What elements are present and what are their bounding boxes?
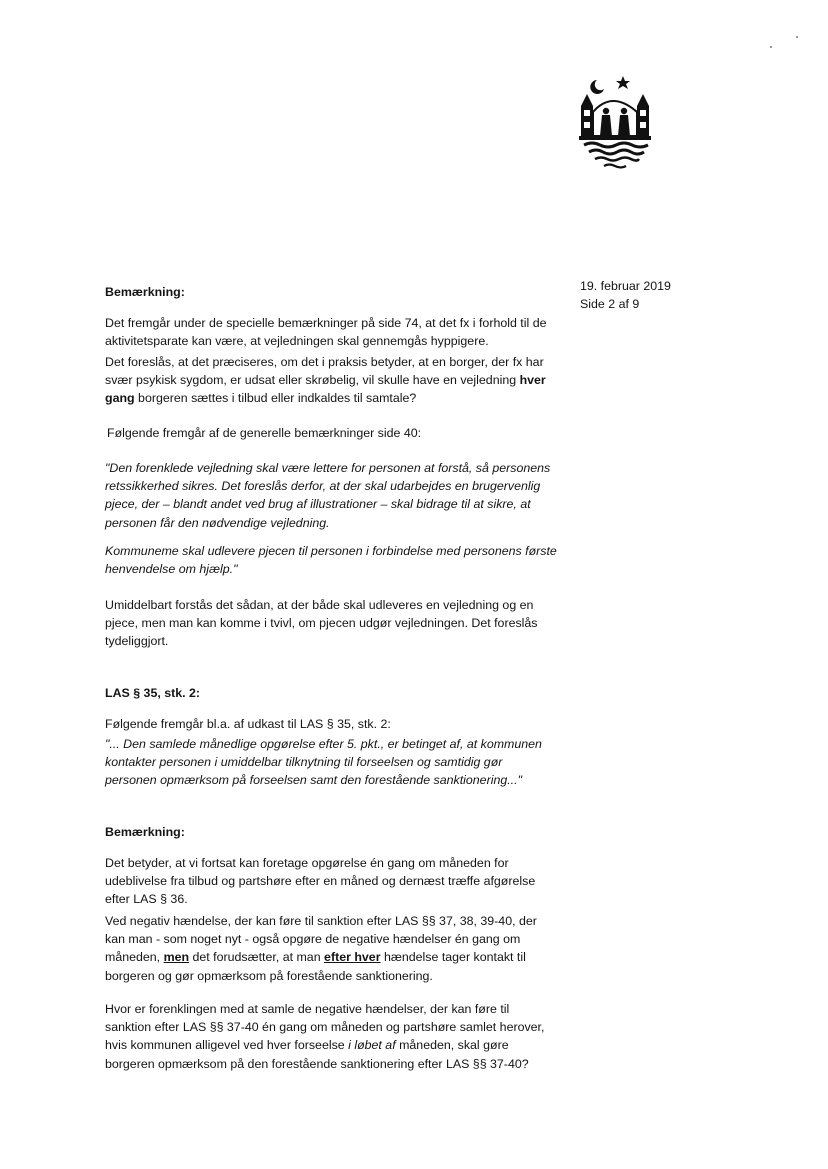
text-run: hændelse tager kontakt til borgeren og gør opmærksom på forestående sanktionering. [105, 950, 526, 983]
document-date: 19. februar 2019 [580, 279, 671, 293]
text-run: Det foreslås, at det præciseres, om det i praksis betyder, at en borger, der fx har svær psykisk sygdom, er udsat eller skrøbelig, vil skulle have en vejledning [105, 355, 544, 388]
italic-text: i løbet af [348, 1038, 396, 1053]
paragraph [105, 1000, 557, 1073]
section-remark-2 [105, 823, 557, 921]
scan-speck [796, 36, 798, 38]
text-run: måneden, skal gøre borgeren opmærksom på den forestående sanktionering efter LAS §§ 37-40? [105, 1038, 529, 1071]
quote: "Den forenklede vejledning skal være lettere for personen at forstå, så personens retssikkerhed sikres. Det foreslås derfor, at der skal udarbejdes en brugervenlig pjece, der – blandt andet ved brug af illustrationer – skal bidrage til at sikre, at personen får den nødvendige vejledning. [105, 461, 551, 530]
text-run: Hvor er forenklingen med at samle de negative hændelser, der kan føre til sanktion efter LAS §§ 37-40 én gang om måneden og partshøre samlet herover, hvis kommunen alligevel ved hver forseelse [105, 1002, 545, 1053]
paragraph: Følgende fremgår bl.a. af udkast til LAS § 35, stk. 2: [105, 716, 391, 731]
text-run: det forudsætter, at man [189, 950, 325, 965]
section-remark-1 [105, 283, 557, 362]
paragraph [105, 912, 557, 985]
paragraph: Umiddelbart forstås det sådan, at der både skal udleveres en vejledning og en pjece, men man kan komme i tvivl, om pjecen udgør vejledningen. Det foreslås tydeliggjort. [105, 598, 538, 649]
section-heading: LAS § 35, stk. 2: [105, 686, 201, 700]
emphasis-text: efter hver [324, 950, 381, 965]
paragraph: Det fremgår under de specielle bemærkninger på side 74, at det fx i forhold til de aktivitetsparate kan være, at vejledningen skal gennemgås hyppigere. [105, 315, 547, 348]
text-run: Ved negativ hændelse, der kan føre til sanktion efter LAS §§ 37, 38, 39-40, der kan man - som noget nyt - også opgøre de negative hændelser én gang om måneden, [105, 914, 537, 965]
text-run: borgeren sættes i tilbud eller indkaldes til samtale? [134, 391, 417, 406]
section-heading: Bemærkning: [105, 285, 185, 299]
aarhus-city-seal-icon [572, 72, 658, 172]
bold-text: hver gang [105, 373, 546, 406]
document-meta [580, 277, 671, 313]
scan-speck [770, 46, 772, 48]
paragraph: Følgende fremgår af de generelle bemærkninger side 40: [107, 426, 422, 440]
paragraph [105, 353, 557, 408]
quote: "... Den samlede månedlige opgørelse efter 5. pkt., er betinget af, at kommunen kontakter personen i umiddelbar tilknytning til forseelsen og samtidig gør personen opmærksom på forseelsen samt den forestående sanktionering..." [105, 737, 542, 788]
quote: Kommuneme skal udlevere pjecen til personen i forbindelse med personens første henvendelse om hjælp." [105, 544, 557, 577]
emphasis-text: men [163, 950, 190, 965]
section-heading: Bemærkning: [105, 825, 185, 839]
page-number: Side 2 af 9 [580, 297, 640, 311]
paragraph: Det betyder, at vi fortsat kan foretage opgørelse én gang om måneden for udeblivelse fra tilbud og partshøre efter en måned og dernæst træffe afgørelse efter LAS § 36. [105, 855, 536, 906]
